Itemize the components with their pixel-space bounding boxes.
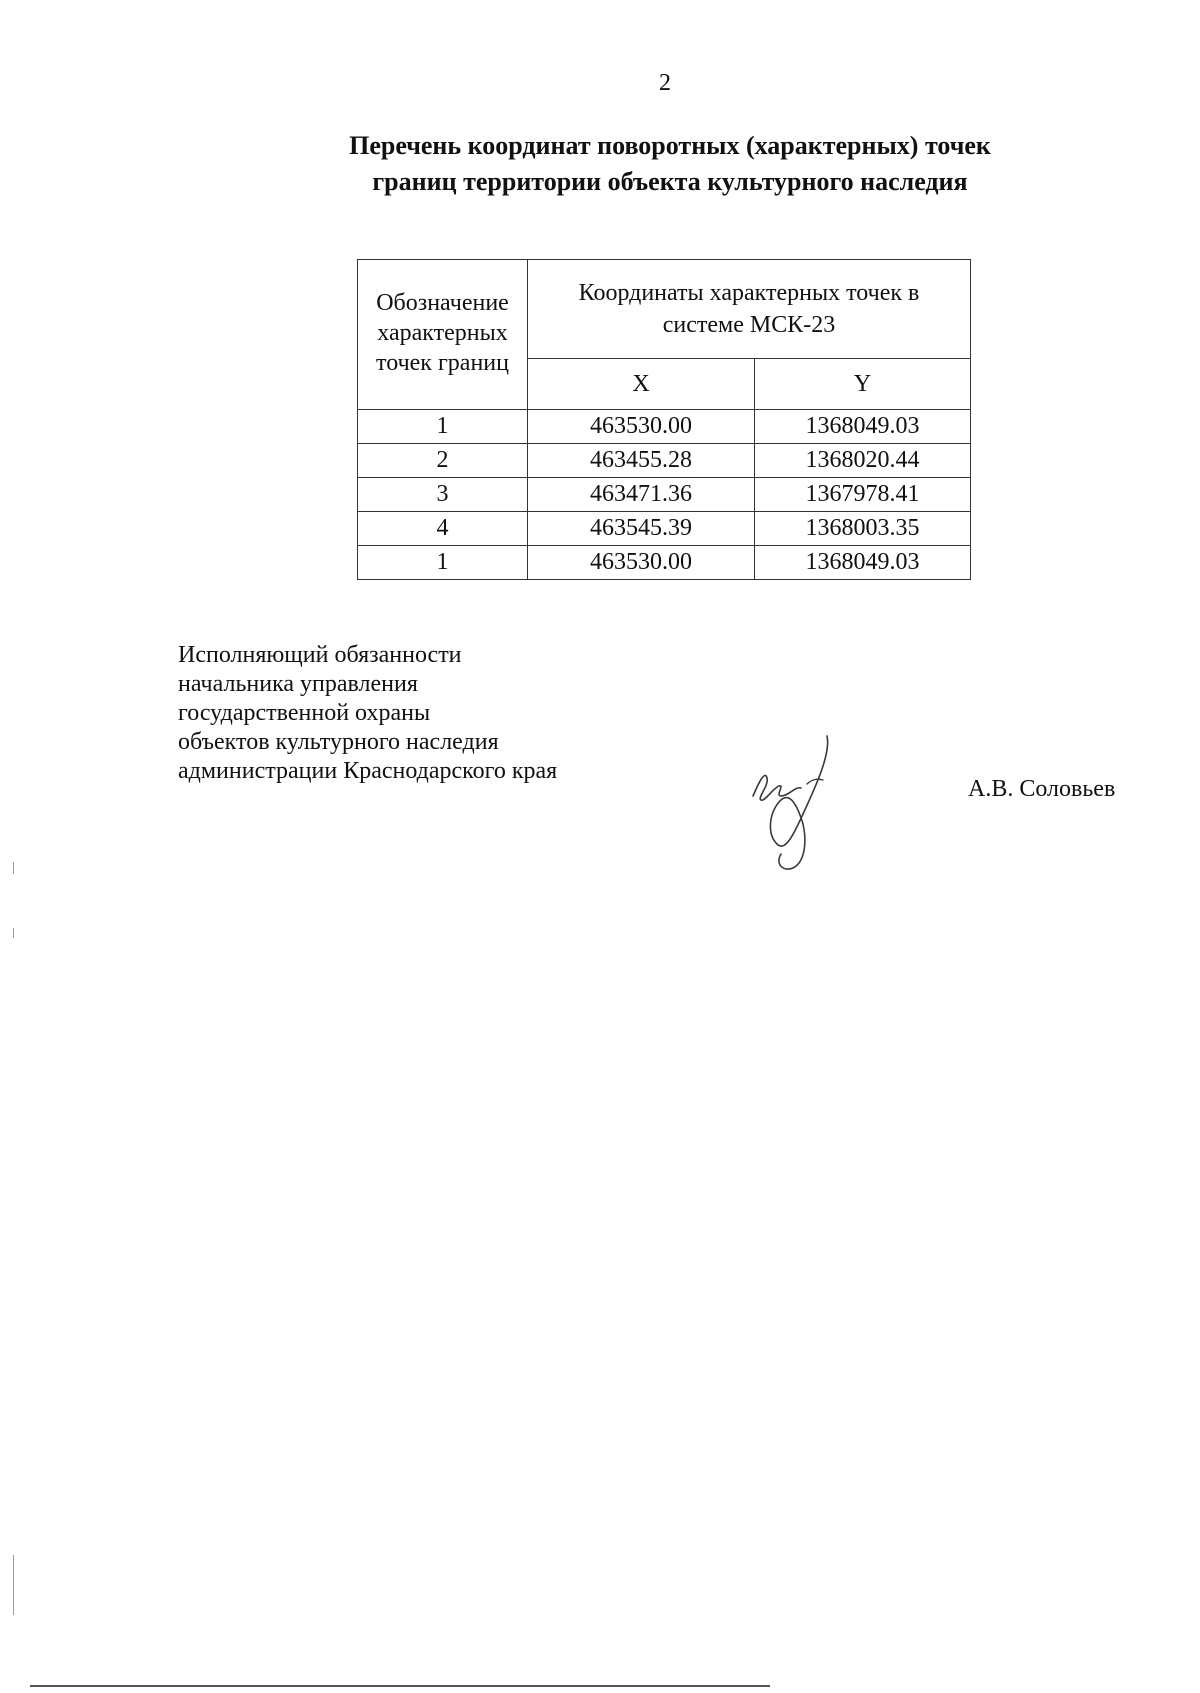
cell-x: 463530.00 [528,410,755,444]
table-row [358,410,971,444]
header-group-line: системе МСК-23 [662,312,836,338]
cell-y: 1368049.03 [755,410,971,444]
cell-point: 1 [358,546,528,580]
position-line: начальника управления [178,671,418,697]
header-y: Y [755,359,971,410]
scan-edge-line [30,1685,770,1687]
position-line: администрации Краснодарского края [178,758,558,784]
header-x: X [528,359,755,410]
scan-artifact [13,1555,14,1615]
signatory-position [178,641,557,786]
header-coordinates-group [528,260,971,359]
cell-y: 1368020.44 [755,444,971,478]
cell-y: 1368049.03 [755,546,971,580]
table-row [358,478,971,512]
table-row [358,512,971,546]
position-line: объектов культурного наследия [178,729,499,755]
scan-artifact [13,862,14,874]
header-group-line: Координаты характерных точек в [578,280,920,306]
table-row [358,444,971,478]
cell-x: 463471.36 [528,478,755,512]
document-title [290,128,1050,200]
header-point-line: характерных [377,320,508,346]
header-point-designation [358,260,528,410]
cell-x: 463530.00 [528,546,755,580]
position-line: Исполняющий обязанности [178,642,462,668]
title-line-1: Перечень координат поворотных (характерных) точек [349,131,991,160]
position-line: государственной охраны [178,700,431,726]
cell-x: 463455.28 [528,444,755,478]
cell-point: 4 [358,512,528,546]
table-row [358,546,971,580]
header-point-line: Обозначение [376,290,509,316]
title-line-2: границ территории объекта культурного наследия [372,167,968,196]
cell-x: 463545.39 [528,512,755,546]
cell-y: 1367978.41 [755,478,971,512]
signer-name: А.В. Соловьев [968,776,1116,802]
cell-point: 1 [358,410,528,444]
header-point-line: точек границ [376,350,509,376]
scan-artifact [13,928,14,938]
page-number: 2 [659,70,671,96]
cell-point: 3 [358,478,528,512]
handwritten-signature [745,730,840,880]
cell-y: 1368003.35 [755,512,971,546]
cell-point: 2 [358,444,528,478]
coordinates-table [357,259,971,580]
